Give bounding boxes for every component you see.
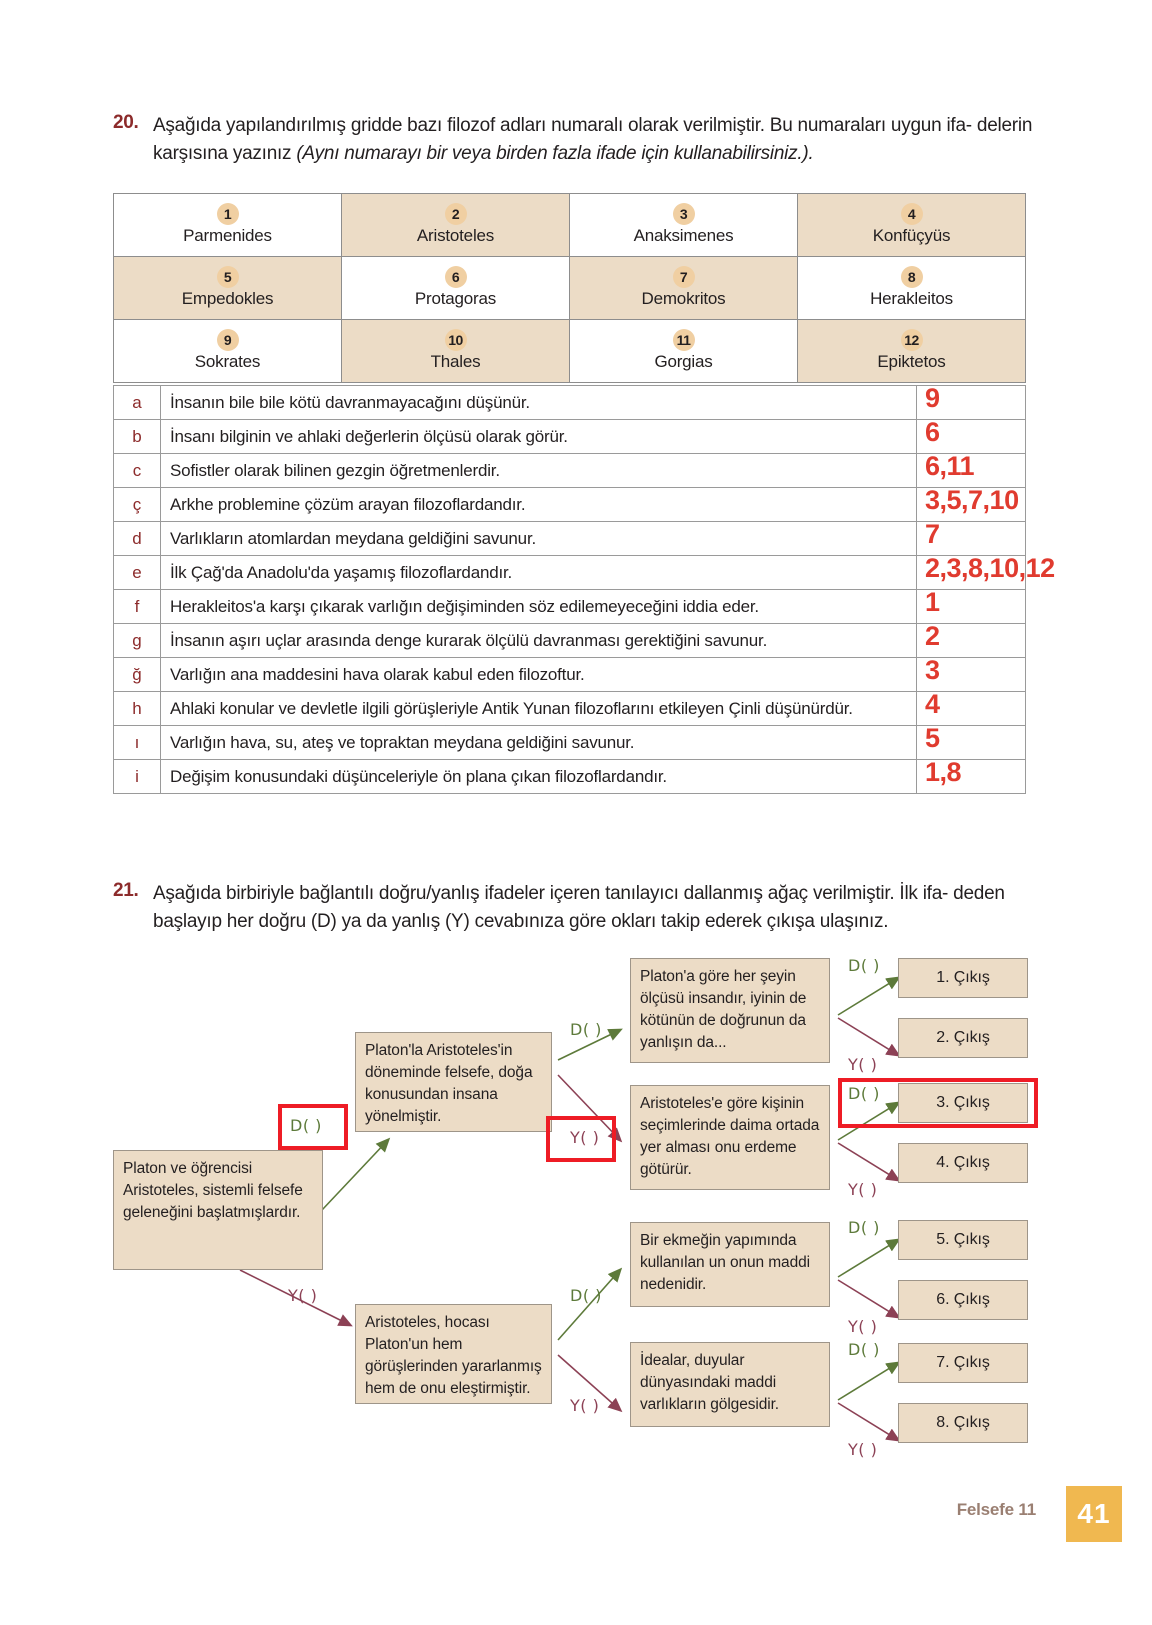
table-row: [114, 522, 1026, 556]
row-answer-cell[interactable]: [917, 757, 1026, 794]
tree-node-root: Platon ve öğrencisi Aristoteles, sistemli felsefe geleneğini başlatmışlardır.: [113, 1150, 323, 1270]
grid-number-badge: 4: [901, 203, 923, 225]
table-row: [114, 556, 1026, 590]
row-statement: Değişim konusundaki düşünceleriyle ön plana çıkan filozoflardandır.: [161, 760, 917, 794]
branch-label-false-leaf3[interactable]: D( ): [570, 1286, 602, 1305]
row-letter: h: [114, 692, 161, 726]
grid-cell-10: [342, 320, 570, 383]
row-answer-cell[interactable]: [917, 451, 1026, 488]
row-answer-value: 3: [925, 655, 940, 685]
row-answer-cell[interactable]: [917, 519, 1026, 556]
row-answer-value: 2: [925, 621, 940, 651]
row-answer-value: 1: [925, 587, 940, 617]
highlight-box-exit-3: [838, 1078, 1038, 1128]
branch-label-root-false[interactable]: Y( ): [288, 1286, 318, 1305]
branch-label-true-leaf1[interactable]: D( ): [570, 1020, 602, 1039]
row-letter: ı: [114, 726, 161, 760]
highlight-box-true-leaf2-label: [546, 1116, 616, 1162]
grid-cell-1: [114, 194, 342, 257]
tree-node-branch-true: Platon'la Aristoteles'in döneminde felsefe, doğa konusundan insana yönelmiştir.: [355, 1032, 552, 1132]
branch-label-leaf4-exit8[interactable]: Y( ): [848, 1440, 878, 1459]
grid-number-badge: 11: [673, 329, 695, 351]
row-statement: Arkhe problemine çözüm arayan filozoflardandır.: [161, 488, 917, 522]
row-answer-value: 4: [925, 689, 940, 719]
row-answer-cell[interactable]: [917, 485, 1026, 522]
row-letter: ç: [114, 488, 161, 522]
row-statement: Varlığın ana maddesini hava olarak kabul eden filozoftur.: [161, 658, 917, 692]
grid-number-badge: 6: [445, 266, 467, 288]
row-answer-value: 9: [925, 383, 940, 413]
philosopher-name: Konfüçyüs: [872, 225, 951, 245]
philosopher-name: Thales: [430, 351, 481, 371]
row-answer-cell[interactable]: [917, 621, 1026, 658]
tree-exit-5: 5. Çıkış: [898, 1220, 1028, 1260]
table-row: [114, 760, 1026, 794]
philosopher-name: Aristoteles: [416, 225, 495, 245]
grid-number-badge: 2: [445, 203, 467, 225]
question-21-header: [113, 880, 1038, 936]
row-answer-value: 6,11: [925, 451, 975, 481]
row-letter: g: [114, 624, 161, 658]
grid-number-badge: 1: [217, 203, 239, 225]
grid-number-badge: 7: [673, 266, 695, 288]
branch-label-leaf3-exit5[interactable]: D( ): [848, 1218, 880, 1237]
highlight-box-root-true-label: [278, 1104, 348, 1150]
grid-row: [114, 320, 1026, 383]
table-row: [114, 692, 1026, 726]
tree-node-branch-false: Aristoteles, hocası Platon'un hem görüşlerinden yararlanmış hem de onu eleştirmiştir.: [355, 1304, 552, 1404]
row-letter: ğ: [114, 658, 161, 692]
row-answer-value: 7: [925, 519, 940, 549]
row-answer-value: 2,3,8,10,12: [925, 553, 1055, 583]
row-answer-cell[interactable]: [917, 383, 1026, 420]
page-number-badge: 41: [1066, 1486, 1122, 1542]
grid-number-badge: 10: [445, 329, 467, 351]
grid-cell-4: [798, 194, 1026, 257]
row-letter: f: [114, 590, 161, 624]
branch-label-true-leaf2[interactable]: Y( ): [570, 1128, 600, 1147]
philosopher-grid: [113, 193, 1026, 383]
branch-label-leaf3-exit6[interactable]: Y( ): [848, 1317, 878, 1336]
question-20-line1: Aşağıda yapılandırılmış gridde bazı filozof adları numaralı olarak verilmiştir. Bu numaraları uygun ifa-: [153, 115, 972, 136]
grid-number-badge: 12: [901, 329, 923, 351]
row-statement: İlk Çağ'da Anadolu'da yaşamış filozoflardandır.: [161, 556, 917, 590]
row-statement: Sofistler olarak bilinen gezgin öğretmenlerdir.: [161, 454, 917, 488]
question-20-italic-note: (Aynı numarayı bir veya birden fazla ifade için kullanabilirsiniz.).: [296, 143, 814, 164]
question-20-text: [153, 112, 1038, 168]
row-letter: a: [114, 386, 161, 420]
tree-exit-4: 4. Çıkış: [898, 1143, 1028, 1183]
row-answer-value: 6: [925, 417, 940, 447]
philosopher-name: Anaksimenes: [633, 225, 734, 245]
answer-table: [113, 383, 1055, 794]
row-letter: i: [114, 760, 161, 794]
tree-exit-8: 8. Çıkış: [898, 1403, 1028, 1443]
row-statement: Herakleitos'a karşı çıkarak varlığın değişiminden söz edilemeyeceğini iddia eder.: [161, 590, 917, 624]
tree-exit-6: 6. Çıkış: [898, 1280, 1028, 1320]
philosopher-name: Sokrates: [194, 351, 261, 371]
tree-node-leaf-2: Aristoteles'e göre kişinin seçimlerinde daima ortada yer alması onu erdeme götürür.: [630, 1085, 830, 1190]
tree-exit-2: 2. Çıkış: [898, 1018, 1028, 1058]
row-statement: Varlıkların atomlardan meydana geldiğini savunur.: [161, 522, 917, 556]
grid-cell-11: [570, 320, 798, 383]
question-21-text: [153, 880, 1038, 936]
row-letter: c: [114, 454, 161, 488]
table-row: [114, 454, 1026, 488]
row-answer-value: 3,5,7,10: [925, 485, 1019, 515]
branching-tree-diagram: [0, 940, 1152, 1500]
philosopher-name: Parmenides: [183, 225, 272, 245]
table-row: [114, 386, 1026, 420]
philosopher-name: Herakleitos: [870, 288, 953, 308]
branch-label-false-leaf4[interactable]: Y( ): [570, 1396, 600, 1415]
tree-exit-1: 1. Çıkış: [898, 958, 1028, 998]
footer-book-title: Felsefe 11: [956, 1500, 1036, 1519]
row-answer-cell[interactable]: [917, 655, 1026, 692]
table-row: [114, 488, 1026, 522]
grid-cell-3: [570, 194, 798, 257]
grid-number-badge: 5: [217, 266, 239, 288]
row-statement: İnsanın aşırı uçlar arasında denge kurarak ölçülü davranması gerektiğini savunur.: [161, 624, 917, 658]
row-statement: İnsanın bile bile kötü davranmayacağını düşünür.: [161, 386, 917, 420]
row-statement: Varlığın hava, su, ateş ve topraktan meydana geldiğini savunur.: [161, 726, 917, 760]
table-row: [114, 624, 1026, 658]
grid-number-badge: 9: [217, 329, 239, 351]
question-20-number: 20.: [113, 112, 139, 133]
philosopher-name: Epiktetos: [877, 351, 946, 371]
grid-cell-2: [342, 194, 570, 257]
branch-label-leaf2-exit3[interactable]: D( ): [848, 1084, 880, 1103]
row-answer-cell[interactable]: [917, 417, 1026, 454]
row-answer-cell[interactable]: [917, 587, 1026, 624]
row-letter: d: [114, 522, 161, 556]
grid-number-badge: 3: [673, 203, 695, 225]
philosopher-name: Protagoras: [414, 288, 497, 308]
tree-node-leaf-4: İdealar, duyular dünyasındaki maddi varlıkların gölgesidir.: [630, 1342, 830, 1427]
branch-label-leaf1-exit2[interactable]: Y( ): [848, 1055, 878, 1074]
philosopher-name: Gorgias: [654, 351, 713, 371]
row-letter: e: [114, 556, 161, 590]
branch-label-root-true[interactable]: D( ): [290, 1116, 322, 1135]
grid-cell-8: [798, 257, 1026, 320]
row-answer-cell[interactable]: [917, 553, 1055, 590]
branch-label-leaf1-exit1[interactable]: D( ): [848, 956, 880, 975]
table-row: [114, 658, 1026, 692]
tree-node-leaf-3: Bir ekmeğin yapımında kullanılan un onun maddi nedenidir.: [630, 1222, 830, 1307]
row-letter: b: [114, 420, 161, 454]
grid-number-badge: 8: [901, 266, 923, 288]
tree-exit-7: 7. Çıkış: [898, 1343, 1028, 1383]
grid-row: [114, 194, 1026, 257]
question-20-line2: delerin karşısına yazınız: [153, 115, 1033, 164]
grid-cell-9: [114, 320, 342, 383]
question-21-number: 21.: [113, 880, 139, 901]
row-answer-cell[interactable]: [917, 723, 1026, 760]
row-answer-value: 5: [925, 723, 940, 753]
tree-exit-3: 3. Çıkış: [898, 1083, 1028, 1123]
question-21-line1: Aşağıda birbiriyle bağlantılı doğru/yanlış ifadeler içeren tanılayıcı dallanmış ağaç verilmiştir. İlk ifa-: [153, 883, 949, 904]
grid-cell-12: [798, 320, 1026, 383]
table-row: [114, 420, 1026, 454]
branch-label-leaf2-exit4[interactable]: Y( ): [848, 1180, 878, 1199]
tree-node-leaf-1: Platon'a göre her şeyin ölçüsü insandır, iyinin de kötünün de doğrunun da yanlışın da...: [630, 958, 830, 1063]
table-row: [114, 590, 1026, 624]
branch-label-leaf4-exit7[interactable]: D( ): [848, 1340, 880, 1359]
philosopher-name: Empedokles: [181, 288, 274, 308]
philosopher-name: Demokritos: [641, 288, 726, 308]
table-row: [114, 726, 1026, 760]
question-21-line2: deden başlayıp her doğru (D) ya da yanlış (Y) cevabınıza göre okları takip ederek çıkışa ulaşınız.: [153, 883, 1005, 932]
grid-cell-6: [342, 257, 570, 320]
row-statement: İnsanı bilginin ve ahlaki değerlerin ölçüsü olarak görür.: [161, 420, 917, 454]
row-answer-value: 1,8: [925, 757, 962, 787]
grid-row: [114, 257, 1026, 320]
question-20-header: [113, 112, 1038, 168]
grid-cell-5: [114, 257, 342, 320]
row-statement: Ahlaki konular ve devletle ilgili görüşleriyle Antik Yunan filozoflarını etkileyen Çinli düşünürdür.: [161, 692, 917, 726]
grid-cell-7: [570, 257, 798, 320]
row-answer-cell[interactable]: [917, 689, 1026, 726]
